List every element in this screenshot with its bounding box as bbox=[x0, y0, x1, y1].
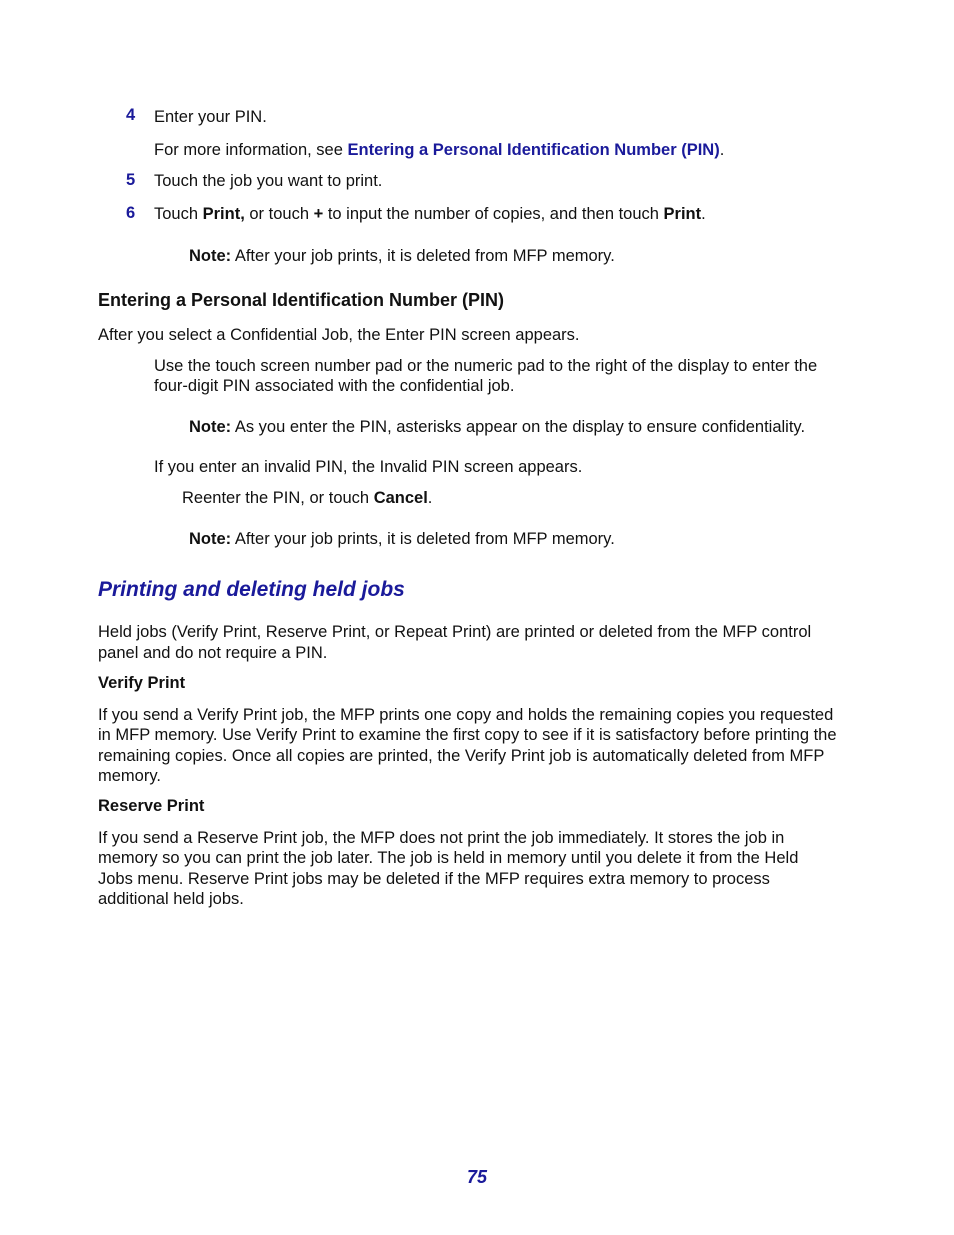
paragraph-line: If you send a Reserve Print job, the MFP does not print the job immediately. It stores the job in bbox=[98, 829, 785, 847]
paragraph: After you select a Confidential Job, the Enter PIN screen appears. bbox=[98, 326, 580, 344]
subheading-verify-print: Verify Print bbox=[98, 674, 186, 692]
step-number: 6 bbox=[126, 204, 136, 222]
note-label: Note: bbox=[189, 247, 232, 265]
more-info-line bbox=[154, 140, 724, 161]
text-run: or touch bbox=[244, 205, 314, 223]
bold-run: + bbox=[313, 205, 324, 223]
paragraph-line: Held jobs (Verify Print, Reserve Print, or Repeat Print) are printed or deleted from the MFP control bbox=[98, 623, 812, 641]
text-run: to input the number of copies, and then touch bbox=[323, 205, 664, 223]
more-info-prefix: For more information, see bbox=[154, 141, 348, 159]
note-text: After your job prints, it is deleted from MFP memory. bbox=[231, 247, 615, 265]
paragraph-line: panel and do not require a PIN. bbox=[98, 644, 328, 662]
note bbox=[189, 417, 805, 438]
more-info-suffix: . bbox=[719, 141, 725, 159]
text-run: Reenter the PIN, or touch bbox=[182, 489, 374, 507]
note-label: Note: bbox=[189, 530, 232, 548]
section-title: Printing and deleting held jobs bbox=[98, 578, 405, 601]
note-text: As you enter the PIN, asterisks appear on the display to ensure confidentiality. bbox=[231, 418, 806, 436]
note bbox=[189, 246, 615, 267]
text-run: . bbox=[701, 205, 706, 223]
paragraph bbox=[182, 488, 432, 509]
paragraph-line: memory. bbox=[98, 767, 161, 785]
step-text bbox=[154, 204, 706, 225]
paragraph-line: remaining copies. Once all copies are printed, the Verify Print job is automatically deleted from MFP bbox=[98, 747, 825, 765]
paragraph-line: memory so you can print the job later. The job is held in memory until you delete it from the Held bbox=[98, 849, 799, 867]
paragraph-line: Use the touch screen number pad or the numeric pad to the right of the display to enter the bbox=[154, 357, 818, 375]
paragraph-line: in MFP memory. Use Verify Print to examine the first copy to see if it is satisfactory before printing the bbox=[98, 726, 837, 744]
subheading-reserve-print: Reserve Print bbox=[98, 797, 205, 815]
note-text: After your job prints, it is deleted from MFP memory. bbox=[231, 530, 615, 548]
paragraph-line: four-digit PIN associated with the confidential job. bbox=[154, 377, 515, 395]
text-run: Touch bbox=[154, 205, 203, 223]
bold-run: Print bbox=[663, 205, 702, 223]
pin-section-link[interactable]: Entering a Personal Identification Number (PIN) bbox=[347, 141, 720, 159]
paragraph-line: additional held jobs. bbox=[98, 890, 244, 908]
step-text: Enter your PIN. bbox=[154, 108, 267, 126]
section-heading: Entering a Personal Identification Number (PIN) bbox=[98, 290, 505, 310]
step-number: 5 bbox=[126, 171, 136, 189]
note-label: Note: bbox=[189, 418, 232, 436]
page-number: 75 bbox=[467, 1167, 488, 1187]
paragraph: If you enter an invalid PIN, the Invalid PIN screen appears. bbox=[154, 458, 583, 476]
bold-run: Print, bbox=[202, 205, 245, 223]
step-text: Touch the job you want to print. bbox=[154, 172, 383, 190]
text-run: . bbox=[427, 489, 433, 507]
paragraph-line: Jobs menu. Reserve Print jobs may be deleted if the MFP requires extra memory to process bbox=[98, 870, 770, 888]
step-number: 4 bbox=[126, 106, 136, 124]
bold-run: Cancel bbox=[373, 489, 428, 507]
paragraph-line: If you send a Verify Print job, the MFP prints one copy and holds the remaining copies you requested bbox=[98, 706, 834, 724]
note bbox=[189, 529, 615, 550]
